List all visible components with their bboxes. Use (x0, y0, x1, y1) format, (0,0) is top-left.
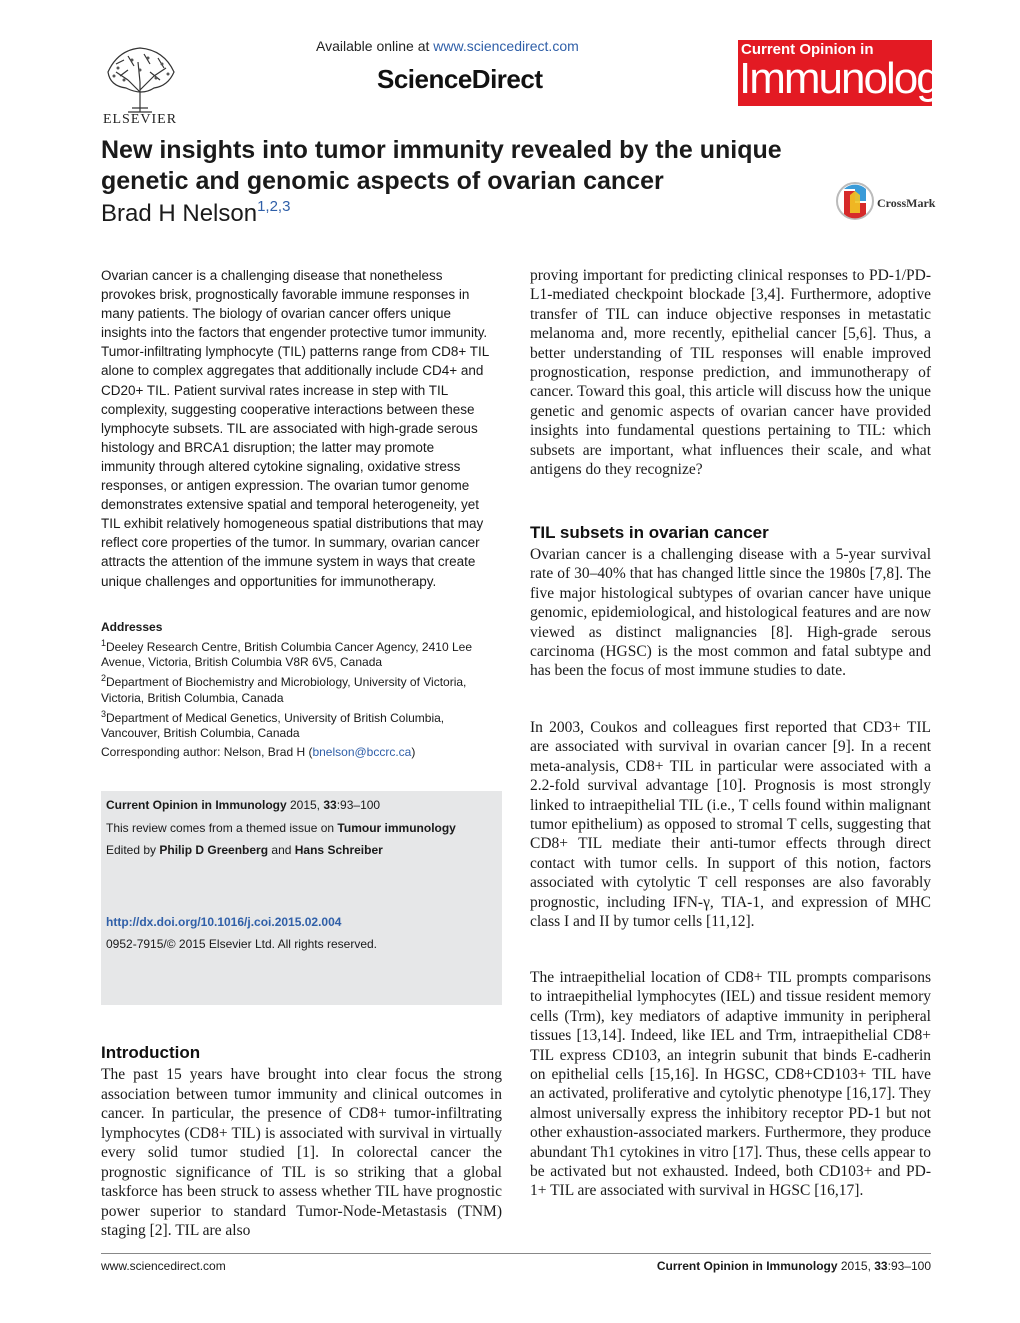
journal-logo-top: Current Opinion in (741, 41, 874, 58)
address-item: $^3$Department of Medical Genetics, University of British Columbia, Vancouver, British Columbia, Canada (101, 708, 445, 741)
editors-line: Edited by Philip D Greenberg and Hans Schreiber (106, 843, 383, 857)
citation-line: Current Opinion in Immunology 2015, 33:93–100 (106, 798, 381, 812)
author-email-link[interactable]: bnelson@bccrc.ca (312, 745, 412, 759)
body-paragraph: proving important for predicting clinical responses to PD-1/PD-L1-mediated checkpoint blockade [3,4]. Furthermore, adoptive transfer of TIL can induce objective responses in metastatic melanoma and, more recently, epithelial cancer [5,6]. Thus, a better understanding of TIL responses will enable improved prognostication, response prediction, and immunotherapy of cancer. Toward this goal, this article will discuss how the unique genetic and genomic aspects of ovarian cancer have provided insights into fundamental questions pertaining to TIL: which subsets are important, what influences their scale, and what antigens do they recognize? (530, 267, 931, 479)
section-heading-til-subsets: TIL subsets in ovarian cancer (530, 523, 769, 542)
sciencedirect-link[interactable]: www.sciencedirect.com (433, 38, 579, 54)
abstract: Ovarian cancer is a challenging disease that nonetheless provokes brisk, prognostically favorable immune responses in many patients. The biology of ovarian cancer offers unique insights into the factors that engender protective tumor immunity. Tumor-infiltrating lymphocyte (TIL) patterns range from CD8+ TIL alone to complex aggregates that additionally include CD4+ and CD20+ TIL. Patient survival rates increase in step with TIL complexity, suggesting cooperative interactions between these lymphocyte subsets. TIL are associated with high-grade serous histology and BRCA1 disruption; the latter may promote immunity through altered cytokine signaling, oxidative stress responses, or antigen expression. The ovarian tumor genome demonstrates extensive spatial and temporal heterogeneity, yet TIL exhibit relatively homogeneous spatial distributions that may reflect core properties of the tumor. In summary, ovarian cancer attracts the attention of the immune system in ways that create unique challenges and opportunities for immunotherapy. (101, 268, 489, 589)
addresses (101, 620, 497, 742)
copyright-line: 0952-7915/© 2015 Elsevier Ltd. All rights reserved. (106, 937, 377, 951)
addresses-heading: Addresses (101, 620, 163, 634)
author-affiliations[interactable]: 1,2,3 (257, 198, 291, 215)
footer-divider (101, 1253, 931, 1254)
body-paragraph: In 2003, Coukos and colleagues first reported that CD3+ TIL are associated with survival in ovarian cancer [9]. In a recent meta-analysis, CD8+ TIL in particular were associated with a 2.2-fold survival advantage [10]. Prognosis is most strongly linked to intraepithelial TIL (i.e., T cells found within malignant tumor epithelium) as opposed to stromal T cells, suggesting that CD8+ TIL mediate their anti-tumor effects through direct contact with tumor cells. In support of this notion, factors associated with cytolytic T cell responses are also favorably prognostic, including IFN-γ, TIA-1, and expression of MHC class I and II by tumor cells [11,12]. (530, 719, 931, 931)
introduction-text: The past 15 years have brought into clear focus the strong association between tumor immunity and clinical outcomes in cancer. In particular, the presence of CD8+ tumor-infiltrating lymphocytes (CD8+ TIL) is associated with survival in virtually every solid tumor studied [1]. In colorectal cancer the prognostic significance of TIL is so striking that a global taskforce has been struck to assess whether TIL have prognostic power superior to standard Tumor-Node-Metastasis (TNM) staging [2]. TIL are also (101, 1066, 502, 1239)
introduction-heading: Introduction (101, 1043, 201, 1062)
article-title: New insights into tumor immunity revealed by the unique genetic and genomic aspects of ovarian cancer (101, 136, 782, 195)
author-name: Brad H Nelson (101, 200, 258, 227)
body-paragraph: The intraepithelial location of CD8+ TIL prompts comparisons to intraepithelial lymphocytes (IEL) and tissue resident memory cells (Trm), key mediators of adaptive immunity in peripheral tissues [13,14]. Indeed, like IEL and Trm, intraepithelial CD8+ TIL express CD103, an integrin subunit that binds E-cadherin on epithelial cells [15,16]. In HGSC, CD8+CD103+ TIL have an activated, proliferative and cytolytic phenotype [16,17]. They almost universally express the inhibitory receptor PD-1 but not other exhaustion-associated markers. Furthermore, they produce abundant Th1 cytokines in vitro [17]. Thus, these cells appear to be activated but not exhausted. Indeed, both CD103+ and PD-1+ TIL are associated with survival in HGSC [16,17]. (530, 969, 931, 1200)
elsevier-wordmark: ELSEVIER (102, 112, 178, 127)
crossmark-label: CrossMark (877, 196, 936, 210)
availability-line: Available online at www.sciencedirect.com (316, 38, 579, 54)
journal-logo-main: Immunology (739, 54, 959, 103)
author-line (101, 198, 290, 228)
journal-logo (738, 40, 959, 106)
footer-website[interactable]: www.sciencedirect.com (101, 1259, 226, 1273)
address-item: $^1$Deeley Research Centre, British Columbia Cancer Agency, 2410 Lee Avenue, Victoria, British Columbia V8R 6V5, Canada (101, 637, 472, 670)
themed-issue-name: Tumour immunology (337, 821, 456, 835)
address-item: $^2$Department of Biochemistry and Microbiology, University of Victoria, Victoria, British Columbia, Canada (101, 673, 467, 705)
body-paragraph: Ovarian cancer is a challenging disease with a 5-year survival rate of 30–40% that has changed little since the 1980s [7,8]. The five major histological subtypes of ovarian cancer have unique genomic, epidemiological, and histological features and are now viewed as distinct malignancies [8]. High-grade serous carcinoma (HGSC) is the most common and fatal subtype and has been the focus of most immune studies to date. (530, 546, 931, 680)
sciencedirect-wordmark: ScienceDirect (377, 64, 543, 94)
doi-link[interactable]: http://dx.doi.org/10.1016/j.coi.2015.02.004 (106, 915, 342, 929)
footer-citation: Current Opinion in Immunology 2015, 33:93–100 (656, 1259, 931, 1273)
doi-line (106, 915, 341, 929)
article-info-box (101, 791, 502, 1005)
corresponding-author: Corresponding author: Nelson, Brad H (bnelson@bccrc.ca) (101, 745, 416, 759)
crossmark-icon (835, 181, 875, 221)
themed-issue-line: This review comes from a themed issue on Tumour immunology (106, 821, 456, 835)
